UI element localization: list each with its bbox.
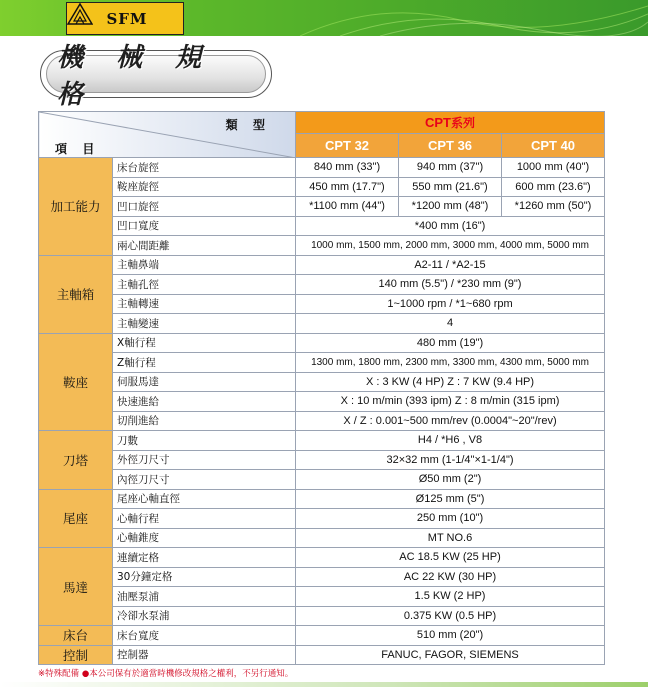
value-cell: 250 mm (10") — [296, 509, 605, 529]
spec-row — [39, 567, 605, 587]
spec-row — [39, 177, 605, 197]
spec-row — [39, 158, 605, 178]
group-label: 加工能力 — [39, 158, 113, 256]
bottom-strip — [0, 682, 648, 687]
param-label: 主軸孔徑 — [113, 275, 296, 295]
series-header — [296, 112, 605, 134]
model-header-cpt40: CPT 40 — [502, 134, 605, 158]
value-cell: X : 10 m/min (393 ipm) Z : 8 m/min (315 ipm) — [296, 392, 605, 412]
brand-name: SFM — [106, 9, 148, 28]
spec-row — [39, 528, 605, 548]
value-cell: 1.5 KW (2 HP) — [296, 587, 605, 607]
header-corner-cell — [39, 112, 296, 158]
group-label: 刀塔 — [39, 431, 113, 490]
spec-row — [39, 626, 605, 646]
param-label: 兩心間距離 — [113, 236, 296, 256]
spec-row — [39, 489, 605, 509]
value-cell: 940 mm (37") — [399, 158, 502, 178]
param-label: 主軸轉速 — [113, 294, 296, 314]
value-cell: A2-11 / *A2-15 — [296, 255, 605, 275]
series-prefix: CPT — [425, 115, 451, 130]
model-header-cpt32: CPT 32 — [296, 134, 399, 158]
spec-row — [39, 197, 605, 217]
spec-row — [39, 372, 605, 392]
spec-row — [39, 236, 605, 256]
value-cell: 0.375 KW (0.5 HP) — [296, 606, 605, 626]
value-cell: X : 3 KW (4 HP) Z : 7 KW (9.4 HP) — [296, 372, 605, 392]
spec-table — [38, 111, 605, 665]
spec-body — [39, 158, 605, 665]
value-cell: 450 mm (17.7") — [296, 177, 399, 197]
param-label: X軸行程 — [113, 333, 296, 353]
param-label: 油壓泵浦 — [113, 587, 296, 607]
group-label: 鞍座 — [39, 333, 113, 431]
page-title: 機 械 規 格 — [57, 43, 214, 110]
value-cell: *400 mm (16") — [296, 216, 605, 236]
triangle-logo-icon — [67, 3, 93, 25]
spec-row — [39, 548, 605, 568]
param-label: 主軸鼻端 — [113, 255, 296, 275]
param-label: 刀數 — [113, 431, 296, 451]
param-label: 尾座心軸直徑 — [113, 489, 296, 509]
group-label: 尾座 — [39, 489, 113, 548]
value-cell: 4 — [296, 314, 605, 334]
spec-row — [39, 216, 605, 236]
value-cell: FANUC, FAGOR, SIEMENS — [296, 645, 605, 665]
param-label: 內徑刀尺寸 — [113, 470, 296, 490]
param-label: 凹口旋徑 — [113, 197, 296, 217]
top-banner — [0, 0, 648, 36]
spec-row — [39, 314, 605, 334]
spec-row — [39, 275, 605, 295]
value-cell: 600 mm (23.6") — [502, 177, 605, 197]
spec-row — [39, 431, 605, 451]
value-cell: H4 / *H6 , V8 — [296, 431, 605, 451]
param-label: 控制器 — [113, 645, 296, 665]
param-label: 伺服馬達 — [113, 372, 296, 392]
value-cell: 1~1000 rpm / *1~680 rpm — [296, 294, 605, 314]
param-label: 床台旋徑 — [113, 158, 296, 178]
value-cell: 480 mm (19") — [296, 333, 605, 353]
value-cell: *1260 mm (50") — [502, 197, 605, 217]
param-label: 主軸變速 — [113, 314, 296, 334]
value-cell: MT NO.6 — [296, 528, 605, 548]
group-label: 主軸箱 — [39, 255, 113, 333]
spec-row — [39, 450, 605, 470]
brand-logo — [66, 2, 184, 35]
param-label: Z軸行程 — [113, 353, 296, 373]
item-label: 項 目 — [55, 142, 101, 156]
series-suffix: 系列 — [451, 116, 476, 130]
value-cell: 510 mm (20") — [296, 626, 605, 646]
group-label: 控制 — [39, 645, 113, 665]
spec-row — [39, 294, 605, 314]
param-label: 心軸行程 — [113, 509, 296, 529]
spec-row — [39, 606, 605, 626]
value-cell: Ø50 mm (2") — [296, 470, 605, 490]
spec-row — [39, 470, 605, 490]
spec-row — [39, 353, 605, 373]
param-label: 30分鐘定格 — [113, 567, 296, 587]
model-header-cpt36: CPT 36 — [399, 134, 502, 158]
param-label: 外徑刀尺寸 — [113, 450, 296, 470]
spec-row — [39, 411, 605, 431]
page-title-badge — [40, 43, 272, 110]
spec-row — [39, 509, 605, 529]
param-label: 床台寬度 — [113, 626, 296, 646]
param-label: 快速進給 — [113, 392, 296, 412]
value-cell: AC 22 KW (30 HP) — [296, 567, 605, 587]
value-cell: X / Z : 0.001~500 mm/rev (0.0004"~20"/rev) — [296, 411, 605, 431]
value-cell: 550 mm (21.6") — [399, 177, 502, 197]
group-label: 馬達 — [39, 548, 113, 626]
param-label: 鞍座旋徑 — [113, 177, 296, 197]
param-label: 凹口寬度 — [113, 216, 296, 236]
value-cell: 1300 mm, 1800 mm, 2300 mm, 3300 mm, 4300 mm, 5000 mm — [296, 353, 605, 373]
value-cell: Ø125 mm (5") — [296, 489, 605, 509]
footnote: ※特殊配備 ●本公司保有於適當時機修改規格之權利，不另行通知。 — [38, 669, 294, 679]
spec-row — [39, 587, 605, 607]
type-label: 類 型 — [225, 118, 271, 132]
spec-row — [39, 645, 605, 665]
value-cell: 840 mm (33") — [296, 158, 399, 178]
value-cell: 1000 mm (40") — [502, 158, 605, 178]
spec-row — [39, 392, 605, 412]
spec-row — [39, 255, 605, 275]
value-cell: AC 18.5 KW (25 HP) — [296, 548, 605, 568]
param-label: 心軸錐度 — [113, 528, 296, 548]
spec-row — [39, 333, 605, 353]
value-cell: *1100 mm (44") — [296, 197, 399, 217]
param-label: 連續定格 — [113, 548, 296, 568]
value-cell: 1000 mm, 1500 mm, 2000 mm, 3000 mm, 4000 mm, 5000 mm — [296, 236, 605, 256]
value-cell: 32×32 mm (1-1/4"×1-1/4") — [296, 450, 605, 470]
param-label: 冷卻水泵浦 — [113, 606, 296, 626]
value-cell: 140 mm (5.5") / *230 mm (9") — [296, 275, 605, 295]
param-label: 切削進給 — [113, 411, 296, 431]
value-cell: *1200 mm (48") — [399, 197, 502, 217]
group-label: 床台 — [39, 626, 113, 646]
